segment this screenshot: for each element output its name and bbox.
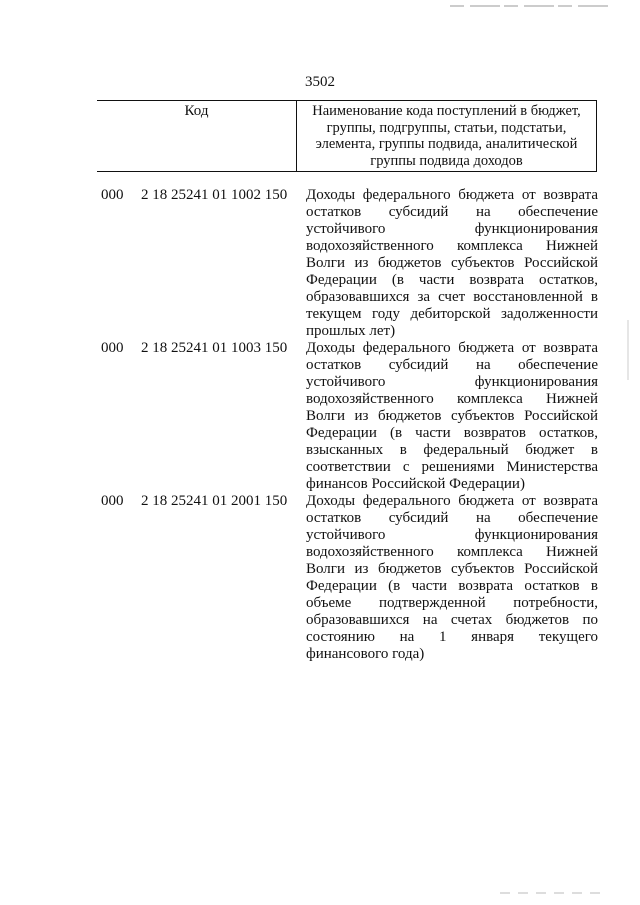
header-name-column: Наименование кода поступлений в бюджет, группы, подгруппы, статьи, подстатьи, элемента, группы подвида, аналитической группы подвида доходов [312,103,581,169]
table-row [0,493,640,663]
income-codes-list [0,187,640,663]
income-code: 2 18 25241 01 1003 150 [141,340,288,356]
admin-code: 000 [101,493,124,509]
admin-code: 000 [101,187,124,203]
admin-code: 000 [101,340,124,356]
income-code-description: Доходы федерального бюджета от возврата остатков субсидий на обеспечение устойчивого функционирования водохозяйственного комплекса Нижней Волги из бюджетов субъектов Российской Федерации (в части возвратов остатков, взысканных в федеральный бюджет в соответствии с решениями Министерства финансов Российской Федерации) [306,340,598,492]
income-code: 2 18 25241 01 2001 150 [141,493,288,509]
page-number: 3502 [305,74,335,90]
income-code: 2 18 25241 01 1002 150 [141,187,288,203]
table-header [97,100,597,172]
income-code-description: Доходы федерального бюджета от возврата остатков субсидий на обеспечение устойчивого функционирования водохозяйственного комплекса Нижней Волги из бюджетов субъектов Российской Федерации (в части возврата остатков в объеме подтвержденной потребности, образовавшихся на счетах бюджетов по состоянию на 1 января текущего финансового года) [306,493,598,662]
table-row [0,187,640,340]
income-code-description: Доходы федерального бюджета от возврата остатков субсидий на обеспечение устойчивого функционирования водохозяйственного комплекса Нижней Волги из бюджетов субъектов Российской Федерации (в части возврата остатков, образовавшихся за счет восстановленной в текущем году дебиторской задолженности прошлых лет) [306,187,598,339]
table-row [0,340,640,493]
header-code-column: Код [97,101,297,171]
